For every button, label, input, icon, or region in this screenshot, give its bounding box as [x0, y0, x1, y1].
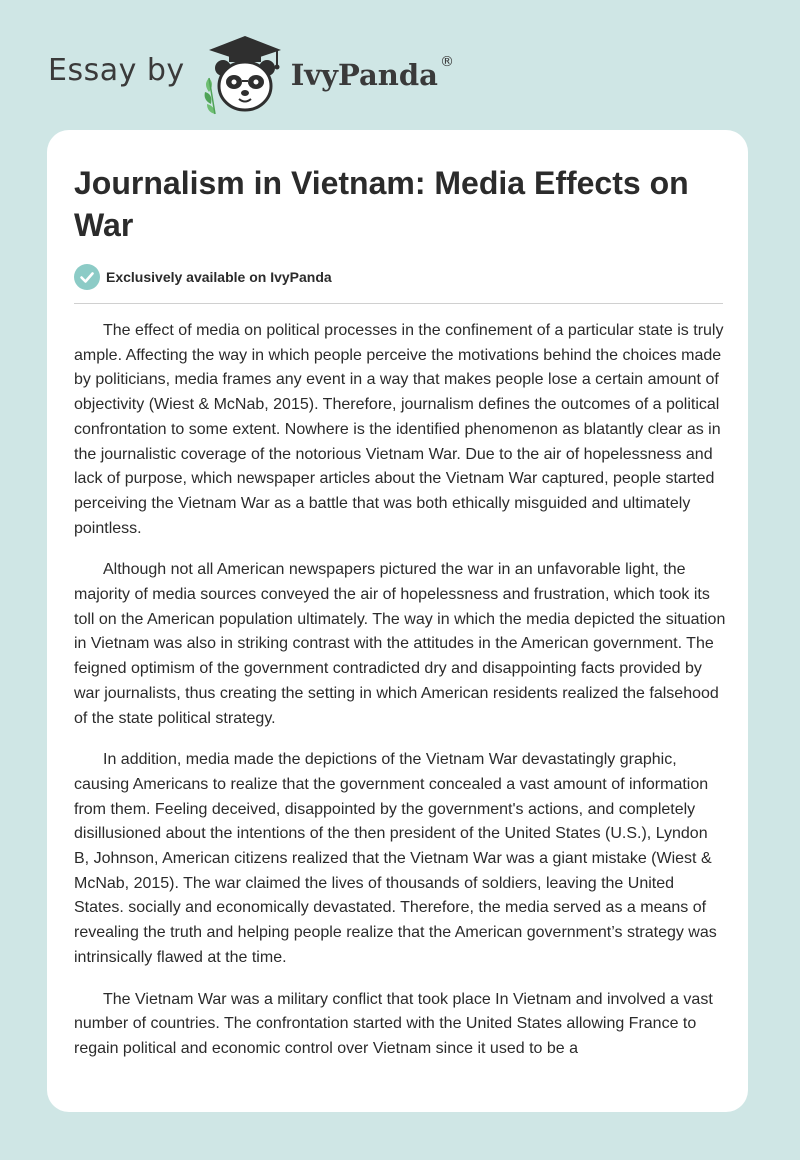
check-circle-icon [74, 264, 100, 290]
brand-name [290, 54, 454, 92]
site-header [48, 30, 454, 116]
divider [74, 303, 723, 304]
exclusive-badge [74, 264, 332, 290]
registered-mark: ® [439, 54, 454, 70]
essay-by-label: Essay by [48, 52, 185, 88]
page-title: Journalism in Vietnam: Media Effects on War [74, 165, 689, 243]
paragraph-2: Although not all American newspapers pictured the war in an unfavorable light, the majority of media sources conveyed the air of hopelessness and frustration, which took its toll on the American population ultimately. The way in which the media depicted the situation in Vietnam was also in striking contrast with the attitudes in the American government. The feigned optimism of the government contradicted dry and disappointing facts provided by war journalists, thus creating the setting in which American residents realized the falsehood of the state political strategy. [74, 561, 726, 727]
panda-logo-icon [199, 30, 287, 116]
paragraph-1: The effect of media on political processes in the confinement of a particular state is truly ample. Affecting the way in which people perceive the motivations behind the choices made by politicians, media frames any event in a way that makes people lose a certain amount of objectivity (Wiest & McNab, 2015). Therefore, journalism defines the outcomes of a political confrontation to some extent. Nowhere is the identified phenomenon as blatantly clear as in the journalistic coverage of the notorious Vietnam War. Due to the air of hopelessness and lack of purpose, which newspaper articles about the Vietnam War captured, people started perceiving the Vietnam War as a battle that was both ethically misguided and ultimately pointless. [74, 322, 724, 537]
paragraph-4: The Vietnam War was a military conflict that took place In Vietnam and involved a vast number of countries. The confrontation started with the United States allowing France to regain political and economic control over Vietnam since it used to be a [74, 990, 713, 1057]
paragraph-3: In addition, media made the depictions of the Vietnam War devastatingly graphic, causing Americans to realize that the government concealed a vast amount of information from them. Feeling deceived, disappointed by the government's actions, and completely disillusioned about the intentions of the then president of the United States (U.S.), Lyndon B, Johnson, American citizens realized that the Vietnam War was a giant mistake (Wiest & McNab, 2015). The war claimed the lives of thousands of soldiers, leaving the United States. socially and economically devastated. Therefore, the media served as a means of revealing the truth and helping people realize that the American government’s strategy was intrinsically flawed at the time. [74, 751, 717, 966]
exclusive-label: Exclusively available on IvyPanda [106, 269, 332, 285]
essay-body [74, 319, 726, 1079]
essay-card [47, 130, 748, 1112]
brand-text: IvyPanda [290, 58, 438, 92]
